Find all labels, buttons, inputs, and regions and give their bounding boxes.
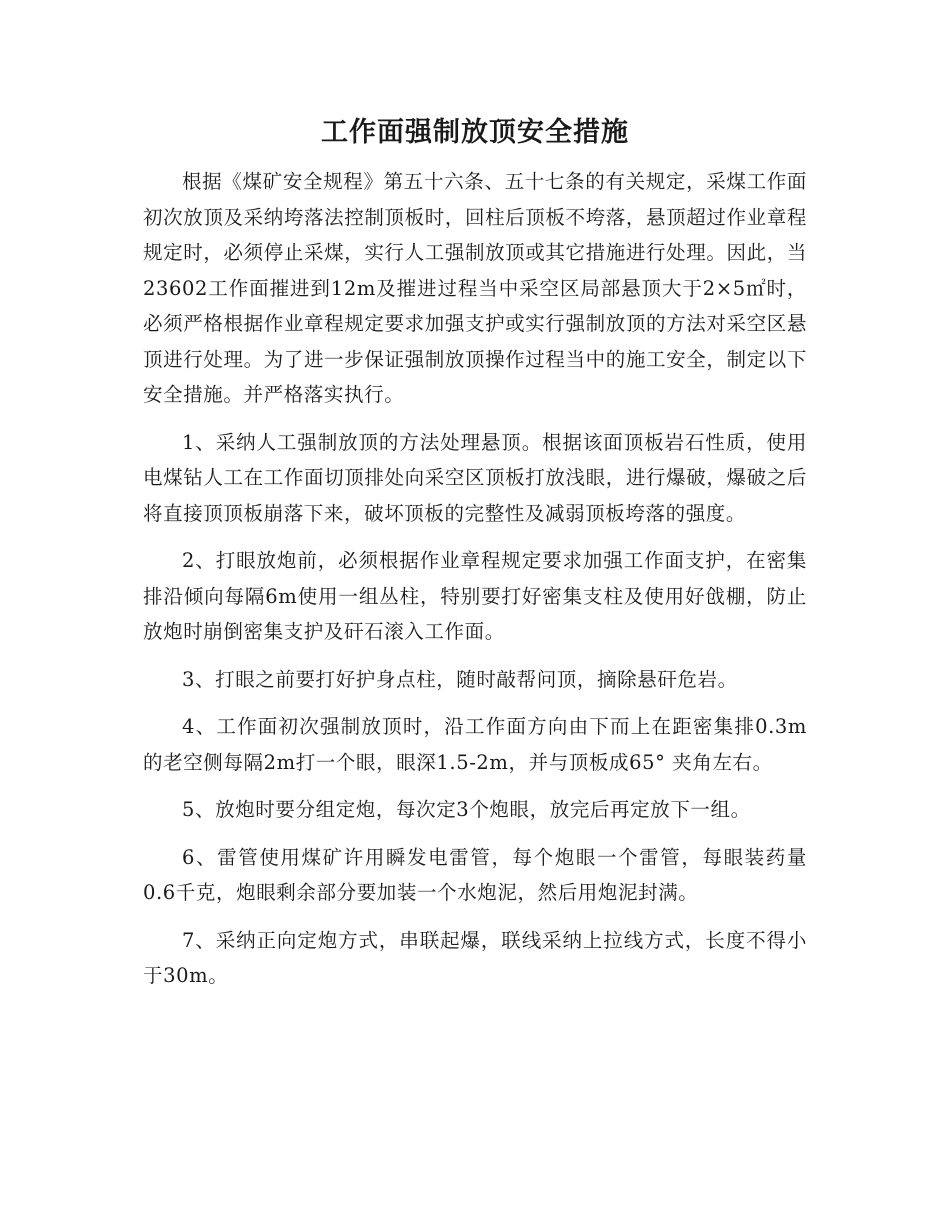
measure-3-paragraph: 3、打眼之前要打好护身点柱，随时敲帮问顶，摘除悬矸危岩。: [182, 667, 738, 691]
measure-6-paragraph: 6、雷管使用煤矿许用瞬发电雷管，每个炮眼一个雷管，每眼装药量0.6千克，炮眼剩余部分要加装一个水炮泥，然后用炮泥封满。: [143, 845, 807, 904]
document-page: [143, 108, 807, 1006]
measure-7-paragraph: 7、采纳正向定炮方式，串联起爆，联线采纳上拉线方式，长度不得小于30m。: [143, 928, 807, 987]
measure-4-paragraph: 4、工作面初次强制放顶时，沿工作面方向由下而上在距密集排0.3m的老空侧每隔2m打一个眼，眼深1.5-2m，并与顶板成65° 夹角左右。: [143, 715, 807, 774]
measure-1-paragraph: 1、采纳人工强制放顶的方法处理悬顶。根据该面顶板岩石性质，使用电煤钻人工在工作面切顶排处向采空区顶板打放浅眼，进行爆破，爆破之后将直接顶顶板崩落下来，破坏顶板的完整性及减弱顶板垮落的强度。: [143, 430, 807, 525]
measure-5-paragraph: 5、放炮时要分组定炮，每次定3个炮眼，放完后再定放下一组。: [182, 798, 751, 821]
document-title: 工作面强制放顶安全措施: [321, 117, 629, 148]
measure-2-paragraph: 2、打眼放炮前，必须根据作业章程规定要求加强工作面支护，在密集排沿倾向每隔6m使用一组丛柱，特别要打好密集支柱及使用好戗棚，防止放炮时崩倒密集支护及矸石滚入工作面。: [143, 549, 807, 643]
intro-paragraph: 根据《煤矿安全规程》第五十六条、五十七条的有关规定，采煤工作面初次放顶及采纳垮落法控制顶板时，回柱后顶板不垮落，悬顶超过作业章程规定时，必须停止采煤，实行人工强制放顶或其它措施进行处理。因此，当23602工作面摧进到12m及摧进过程当中采空区局部悬顶大于2×5㎡时，必须严格根据作业章程规定要求加强支护或实行强制放顶的方法对采空区悬顶进行处理。为了进一步保证强制放顶操作过程当中的施工安全，制定以下安全措施。并严格落实执行。: [143, 170, 807, 406]
